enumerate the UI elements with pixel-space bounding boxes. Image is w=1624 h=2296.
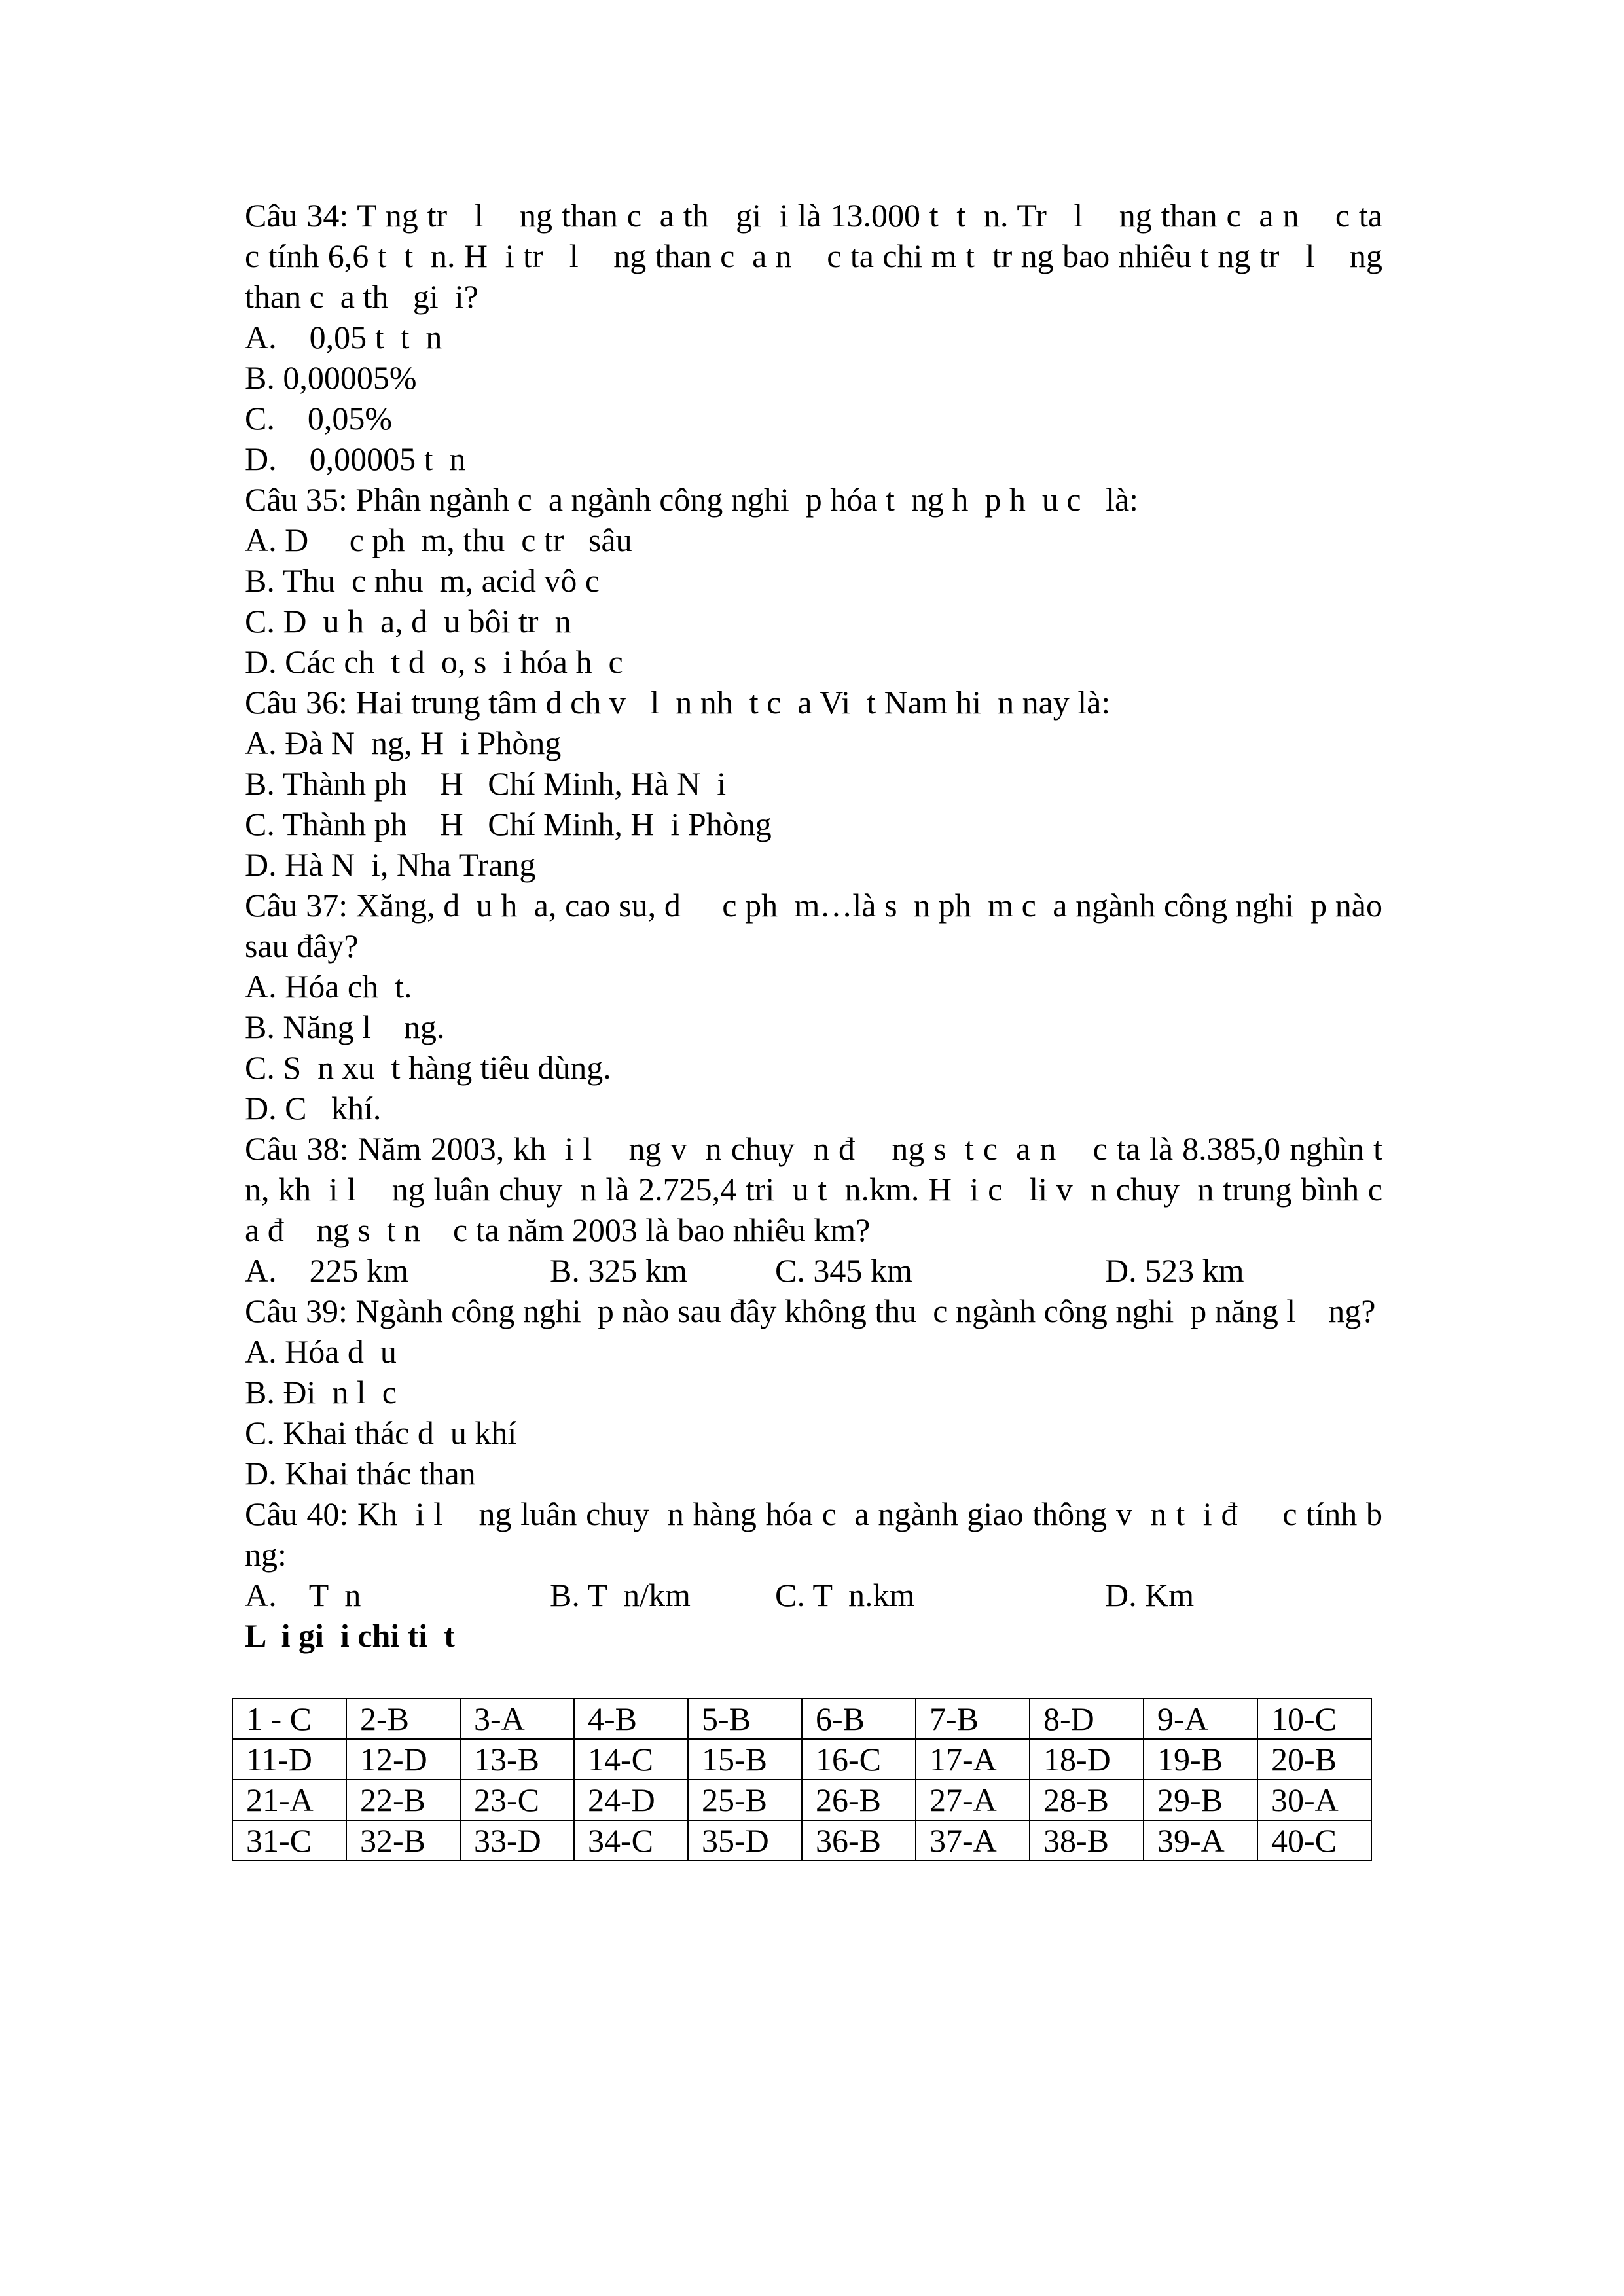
question-37-option-d: D. C khí. bbox=[245, 1090, 382, 1126]
answer-cell: 11-D bbox=[232, 1739, 346, 1780]
answer-cell: 26-B bbox=[802, 1780, 916, 1820]
answer-cell: 19-B bbox=[1144, 1739, 1257, 1780]
question-34-stem: Câu 34: T ng tr l ng than c a th gi i là 13.000 t t n. Tr l ng than c a n c ta c tính 6,6 t t n. H i tr l ng than c a n c ta chi m t tr ng bao nhiêu t ng tr l ng than c a th gi i? bbox=[245, 197, 1424, 315]
answer-cell: 24-D bbox=[574, 1780, 688, 1820]
answer-cell: 7-B bbox=[916, 1698, 1030, 1739]
answer-cell: 3-A bbox=[460, 1698, 574, 1739]
answer-cell: 29-B bbox=[1144, 1780, 1257, 1820]
table-row bbox=[232, 1698, 1371, 1739]
answer-cell: 8-D bbox=[1030, 1698, 1144, 1739]
answer-cell: 14-C bbox=[574, 1739, 688, 1780]
answer-cell: 32-B bbox=[346, 1820, 460, 1861]
table-row bbox=[232, 1820, 1371, 1861]
question-38-option-c: C. 345 km bbox=[775, 1252, 912, 1289]
question-35-option-b: B. Thu c nhu m, acid vô c bbox=[245, 562, 600, 599]
answer-cell: 25-B bbox=[688, 1780, 802, 1820]
answer-cell: 22-B bbox=[346, 1780, 460, 1820]
answer-cell: 17-A bbox=[916, 1739, 1030, 1780]
answer-cell: 9-A bbox=[1144, 1698, 1257, 1739]
answer-cell: 18-D bbox=[1030, 1739, 1144, 1780]
question-35-option-a: A. D c ph m, thu c tr sâu bbox=[245, 522, 632, 558]
answer-cell: 21-A bbox=[232, 1780, 346, 1820]
answer-cell: 16-C bbox=[802, 1739, 916, 1780]
answer-cell: 20-B bbox=[1257, 1739, 1371, 1780]
question-36-option-c: C. Thành ph H Chí Minh, H i Phòng bbox=[245, 806, 772, 842]
answer-cell: 33-D bbox=[460, 1820, 574, 1861]
question-40-option-d: D. Km bbox=[1105, 1577, 1195, 1613]
question-34-option-c: C. 0,05% bbox=[245, 400, 392, 437]
question-36-option-a: A. Đà N ng, H i Phòng bbox=[245, 725, 562, 761]
answer-cell: 4-B bbox=[574, 1698, 688, 1739]
answer-cell: 1 - C bbox=[232, 1698, 346, 1739]
question-36-stem: Câu 36: Hai trung tâm d ch v l n nh t c a Vi t Nam hi n nay là: bbox=[245, 684, 1111, 721]
question-39-option-a: A. Hóa d u bbox=[245, 1333, 397, 1370]
question-40-option-a: A. T n bbox=[245, 1577, 361, 1613]
question-37-option-a: A. Hóa ch t. bbox=[245, 968, 412, 1005]
question-40-options bbox=[245, 1575, 1382, 1615]
question-37-stem: Câu 37: Xăng, d u h a, cao su, d c ph m…là s n ph m c a ngành công nghi p nào sau đây? bbox=[245, 887, 1391, 964]
questions-body bbox=[245, 195, 1424, 1656]
question-35-option-c: C. D u h a, d u bôi tr n bbox=[245, 603, 571, 639]
question-34-option-b: B. 0,00005% bbox=[245, 359, 417, 396]
question-37-option-c: C. S n xu t hàng tiêu dùng. bbox=[245, 1049, 611, 1086]
answer-cell: 38-B bbox=[1030, 1820, 1144, 1861]
answer-cell: 27-A bbox=[916, 1780, 1030, 1820]
question-34-option-a: A. 0,05 t t n bbox=[245, 319, 442, 355]
question-38-option-b: B. 325 km bbox=[550, 1252, 687, 1289]
answer-cell: 34-C bbox=[574, 1820, 688, 1861]
answer-cell: 37-A bbox=[916, 1820, 1030, 1861]
answer-cell: 23-C bbox=[460, 1780, 574, 1820]
question-40-stem: Câu 40: Kh i l ng luân chuy n hàng hóa c a ngành giao thông v n t i đ c tính b ng: bbox=[245, 1496, 1399, 1573]
answer-cell: 30-A bbox=[1257, 1780, 1371, 1820]
question-36-option-b: B. Thành ph H Chí Minh, Hà N i bbox=[245, 765, 727, 802]
answer-cell: 40-C bbox=[1257, 1820, 1371, 1861]
question-39-option-b: B. Đi n l c bbox=[245, 1374, 397, 1410]
question-38-option-a: A. 225 km bbox=[245, 1252, 408, 1289]
answer-cell: 12-D bbox=[346, 1739, 460, 1780]
table-row bbox=[232, 1780, 1371, 1820]
question-35-option-d: D. Các ch t d o, s i hóa h c bbox=[245, 643, 623, 680]
question-38-options bbox=[245, 1250, 1382, 1291]
question-36-option-d: D. Hà N i, Nha Trang bbox=[245, 846, 536, 883]
question-37-option-b: B. Năng l ng. bbox=[245, 1009, 445, 1045]
answer-cell: 2-B bbox=[346, 1698, 460, 1739]
answer-cell: 36-B bbox=[802, 1820, 916, 1861]
answer-cell: 5-B bbox=[688, 1698, 802, 1739]
question-34-option-d: D. 0,00005 t n bbox=[245, 440, 466, 477]
answer-cell: 13-B bbox=[460, 1739, 574, 1780]
question-38-option-d: D. 523 km bbox=[1105, 1252, 1244, 1289]
question-39-option-c: C. Khai thác d u khí bbox=[245, 1414, 517, 1451]
answer-cell: 10-C bbox=[1257, 1698, 1371, 1739]
answer-key-table bbox=[232, 1698, 1372, 1861]
table-row bbox=[232, 1739, 1371, 1780]
question-35-stem: Câu 35: Phân ngành c a ngành công nghi p hóa t ng h p h u c là: bbox=[245, 481, 1139, 518]
question-40-option-b: B. T n/km bbox=[550, 1577, 691, 1613]
question-40-option-c: C. T n.km bbox=[775, 1577, 915, 1613]
question-39-option-d: D. Khai thác than bbox=[245, 1455, 476, 1492]
answer-key-heading: L i gi i chi ti t bbox=[245, 1617, 455, 1654]
answer-cell: 15-B bbox=[688, 1739, 802, 1780]
question-38-stem: Câu 38: Năm 2003, kh i l ng v n chuy n đ ng s t c a n c ta là 8.385,0 nghìn t n, kh i l ng luân chuy n là 2.725,4 tri u t n.km. H i c li v n chuy n trung bình c a đ ng s t n c ta năm 2003 là bao nhiêu km? bbox=[245, 1130, 1399, 1248]
answer-cell: 39-A bbox=[1144, 1820, 1257, 1861]
question-39-stem: Câu 39: Ngành công nghi p nào sau đây không thu c ngành công nghi p năng l ng? bbox=[245, 1293, 1376, 1329]
answer-cell: 28-B bbox=[1030, 1780, 1144, 1820]
answer-cell: 31-C bbox=[232, 1820, 346, 1861]
answer-cell: 35-D bbox=[688, 1820, 802, 1861]
answer-cell: 6-B bbox=[802, 1698, 916, 1739]
